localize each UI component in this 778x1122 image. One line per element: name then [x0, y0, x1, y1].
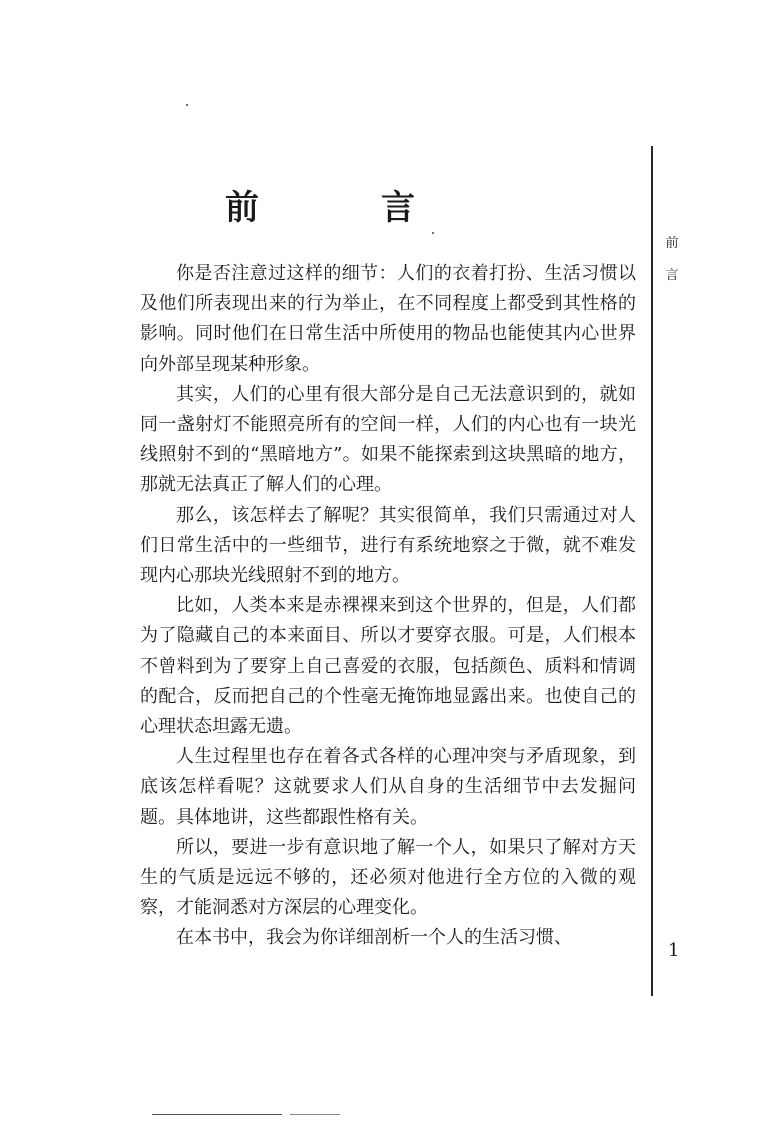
scan-speck [186, 104, 188, 106]
paragraph-2: 其实，人们的心里有很大部分是自己无法意识到的，就如同一盏射灯不能照亮所有的空间一样，人们的内心也有一块光线照射不到的“黑暗地方”。如果不能探索到这块黑暗的地方，那就无法真正了解人们的心理。 [140, 383, 636, 496]
page-title: 前 言 [225, 188, 459, 228]
running-head-char: 前 [665, 236, 679, 251]
margin-rule [651, 146, 653, 996]
paragraph-6: 所以，要进一步有意识地了解一个人，如果只了解对方天生的气质是远远不够的，还必须对他进行全方位的入微的观察，才能洞悉对方深层的心理变化。 [140, 836, 636, 919]
paragraph-4: 比如，人类本来是赤裸裸来到这个世界的，但是，人们都为了隐藏自己的本来面目、所以才要穿衣服。可是，人们根本不曾料到为了要穿上自己喜爱的衣服，包括颜色、质料和情调的配合，反而把自己的个性毫无掩饰地显露出来。也使自己的心理状态坦露无遗。 [140, 595, 636, 738]
paragraph-7: 在本书中，我会为你详细剖析一个人的生活习惯、 [176, 927, 572, 949]
running-head-char: 言 [665, 268, 679, 283]
running-head [662, 228, 682, 292]
paragraph-1: 你是否注意过这样的细节：人们的衣着打扮、生活习惯以及他们所表现出来的行为举止，在不同程度上都受到其性格的影响。同时他们在日常生活中所使用的物品也能使其内心世界向外部呈现某种形象。 [140, 263, 636, 375]
scan-edge-rule [152, 1114, 282, 1115]
scan-edge-rule [290, 1114, 340, 1115]
preface-body [140, 259, 636, 954]
paragraph-5: 人生过程里也存在着各式各样的心理冲突与矛盾现象，到底该怎样看呢？这就要求人们从自身的生活细节中去发掘问题。具体地讲，这些都跟性格有关。 [140, 746, 636, 828]
page-number: 1 [668, 940, 680, 961]
scan-speck [432, 232, 434, 234]
paragraph-3: 那么，该怎样去了解呢？其实很简单，我们只需通过对人们日常生活中的一些细节，进行有系统地察之于微，就不难发现内心那块光线照射不到的地方。 [140, 504, 636, 587]
